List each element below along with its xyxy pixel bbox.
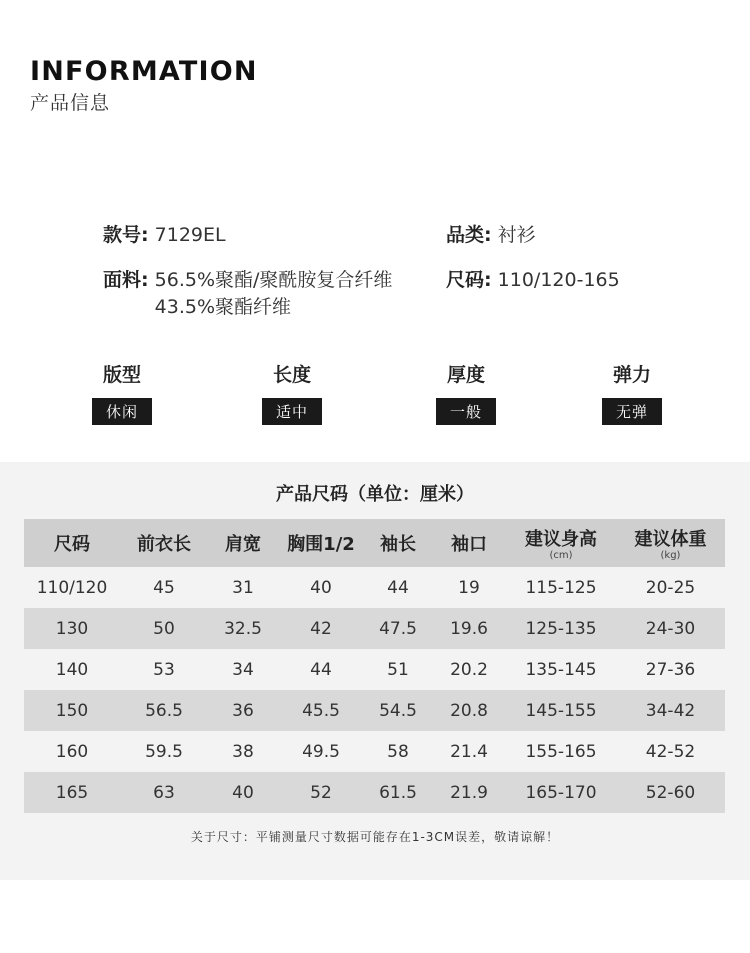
attribute-label: 长度 xyxy=(272,364,311,386)
column-header: 前衣长 xyxy=(120,519,208,567)
attribute-stretch xyxy=(572,360,692,425)
size-note: 关于尺寸：平铺测量尺寸数据可能存在1-3CM误差，敬请谅解！ xyxy=(190,830,560,844)
attribute-label: 弹力 xyxy=(612,364,651,386)
table-cell: 54.5 xyxy=(364,690,432,731)
table-cell: 49.5 xyxy=(278,731,364,772)
fabric-label: 面料: xyxy=(103,269,149,291)
table-cell: 63 xyxy=(120,772,208,813)
table-cell: 44 xyxy=(278,649,364,690)
column-header-label: 建议身高 xyxy=(525,529,597,550)
size-range xyxy=(446,267,620,294)
size-table-header xyxy=(24,519,725,567)
table-cell: 150 xyxy=(24,690,120,731)
category xyxy=(446,220,536,247)
column-header-unit: (kg) xyxy=(660,550,681,561)
size-chart-title: 产品尺码（单位：厘米） xyxy=(276,484,474,505)
table-cell: 34 xyxy=(208,649,278,690)
table-cell: 135-145 xyxy=(506,649,616,690)
attribute-thickness xyxy=(406,360,526,425)
table-cell: 20-25 xyxy=(616,567,725,608)
table-cell: 19.6 xyxy=(432,608,506,649)
table-cell: 31 xyxy=(208,567,278,608)
table-cell: 36 xyxy=(208,690,278,731)
attribute-badge: 一般 xyxy=(436,398,496,425)
table-cell: 52-60 xyxy=(616,772,725,813)
table-cell: 51 xyxy=(364,649,432,690)
table-cell: 24-30 xyxy=(616,608,725,649)
table-cell: 32.5 xyxy=(208,608,278,649)
size-chart-section xyxy=(0,462,750,880)
style-number xyxy=(103,220,226,247)
column-header: 袖长 xyxy=(364,519,432,567)
table-cell: 38 xyxy=(208,731,278,772)
table-cell: 19 xyxy=(432,567,506,608)
table-cell: 50 xyxy=(120,608,208,649)
column-header xyxy=(616,519,725,567)
size-table-body xyxy=(24,567,725,813)
category-label: 品类: xyxy=(446,224,492,246)
table-row xyxy=(24,731,725,772)
page-subtitle: 产品信息 xyxy=(30,92,111,114)
attribute-badge: 休闲 xyxy=(92,398,152,425)
column-header-unit: (cm) xyxy=(549,550,573,561)
column-header-label: 建议体重 xyxy=(634,529,707,550)
table-cell: 45.5 xyxy=(278,690,364,731)
column-header: 胸围1/2 xyxy=(278,519,364,567)
table-cell: 40 xyxy=(278,567,364,608)
fabric xyxy=(103,267,392,321)
table-cell: 58 xyxy=(364,731,432,772)
table-cell: 140 xyxy=(24,649,120,690)
table-cell: 155-165 xyxy=(506,731,616,772)
attribute-badge: 无弹 xyxy=(602,398,662,425)
table-cell: 45 xyxy=(120,567,208,608)
page-title: INFORMATION xyxy=(30,56,258,87)
table-row xyxy=(24,567,725,608)
table-cell: 165 xyxy=(24,772,120,813)
attribute-label: 版型 xyxy=(102,364,141,386)
table-cell: 56.5 xyxy=(120,690,208,731)
table-cell: 61.5 xyxy=(364,772,432,813)
table-cell: 125-135 xyxy=(506,608,616,649)
table-cell: 20.8 xyxy=(432,690,506,731)
column-header: 肩宽 xyxy=(208,519,278,567)
table-cell: 40 xyxy=(208,772,278,813)
column-header xyxy=(506,519,616,567)
table-row xyxy=(24,690,725,731)
table-row xyxy=(24,649,725,690)
table-cell: 110/120 xyxy=(24,567,120,608)
table-cell: 42-52 xyxy=(616,731,725,772)
table-cell: 53 xyxy=(120,649,208,690)
style-number-label: 款号: xyxy=(103,224,149,246)
table-cell: 52 xyxy=(278,772,364,813)
table-cell: 115-125 xyxy=(506,567,616,608)
attribute-length xyxy=(232,360,352,425)
table-cell: 21.9 xyxy=(432,772,506,813)
table-row xyxy=(24,772,725,813)
table-cell: 160 xyxy=(24,731,120,772)
attribute-label: 厚度 xyxy=(446,364,485,386)
table-cell: 20.2 xyxy=(432,649,506,690)
table-cell: 165-170 xyxy=(506,772,616,813)
table-cell: 27-36 xyxy=(616,649,725,690)
size-range-label: 尺码: xyxy=(446,269,492,291)
table-cell: 145-155 xyxy=(506,690,616,731)
category-value: 衬衫 xyxy=(497,224,536,246)
fabric-line-1: 56.5%聚酯/聚酰胺复合纤维 xyxy=(154,269,393,291)
table-cell: 44 xyxy=(364,567,432,608)
table-row xyxy=(24,608,725,649)
table-cell: 21.4 xyxy=(432,731,506,772)
attribute-badge: 适中 xyxy=(262,398,322,425)
table-cell: 34-42 xyxy=(616,690,725,731)
attribute-fit xyxy=(62,360,182,425)
table-cell: 130 xyxy=(24,608,120,649)
table-cell: 47.5 xyxy=(364,608,432,649)
column-header: 尺码 xyxy=(24,519,120,567)
table-cell: 59.5 xyxy=(120,731,208,772)
size-table xyxy=(24,519,725,813)
table-cell: 42 xyxy=(278,608,364,649)
size-range-value: 110/120-165 xyxy=(497,269,620,291)
column-header: 袖口 xyxy=(432,519,506,567)
style-number-value: 7129EL xyxy=(154,224,226,246)
fabric-line-2: 43.5%聚酯纤维 xyxy=(154,296,292,318)
